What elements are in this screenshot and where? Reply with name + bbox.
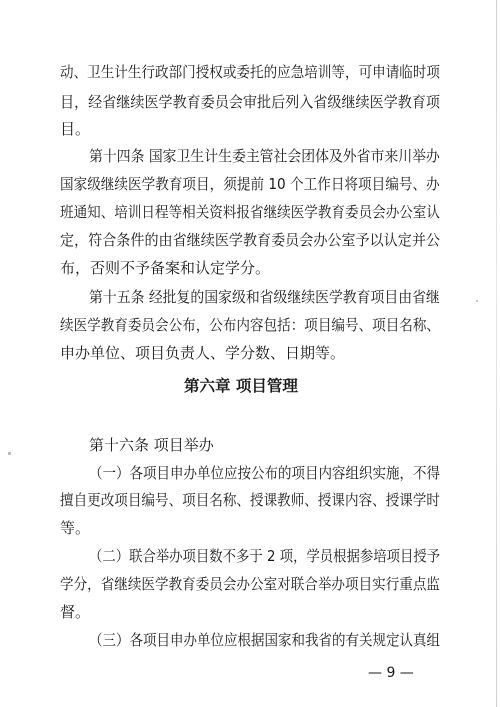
- scan-speck: [8, 452, 11, 455]
- scan-speck: [476, 300, 478, 302]
- document-page: 动、卫生计生行政部门授权或委托的应急培训等，可申请临时项 目，经省继续医学教育委员会审批后列入省级继续医学教育项 目。 第十四条 国家卫生计生委主管社会团体及外省市来川举办 国家级继续医学教育项目，须提前 10 个工作日将项目编号、办 班通知、培训日程等相关资料报省继续医学教育委员会办公室认 定，符合条件的由省继续医学教育委员会办公室予以认定并公 布，否则不予备案和认定学分。 第十五条 经批复的国家级和省级继续医学教育项目由省继 续医学教育委员会公布，公布内容包括：项目编号、项目名称、 申办单位、项目负责人、学分数、日期等。 第六章 项目管理 第十六条 项目举办 （一）各项目申办单位应按公布的项目内容组织实施，不得 擅自更改项目编号、项目名称、授课教师、授课内容、授课学时 等。 （二）联合举办项目数不多于 2 项，学员根据参培项目授予 学分，省继续医学教育委员会办公室对联合举办项目实行重点监 督。 （三）各项目申办单位应根据国家和我省的有关规定认真组 — 9 —: [0, 0, 500, 707]
- scan-edge-line: [496, 0, 497, 707]
